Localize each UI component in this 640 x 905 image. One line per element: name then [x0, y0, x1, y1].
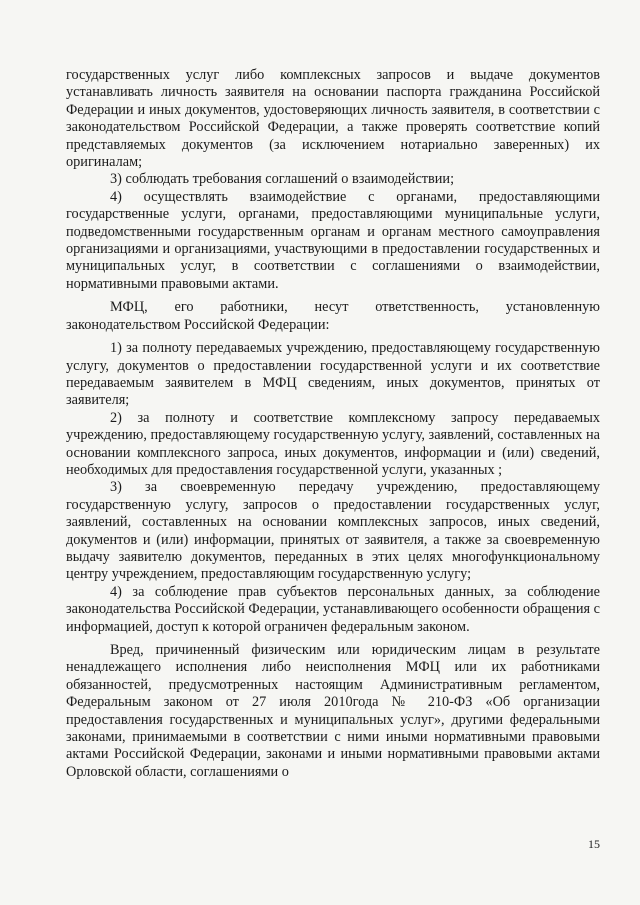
document-body — [66, 67, 600, 781]
paragraph-continuation: государственных услуг либо комплексных запросов и выдаче документов устанавливать личность заявителя на основании паспорта гражданина Российской Федерации и иных документов, удостоверяющих личность заявителя, в соответствии с законодательством Российской Федерации, а также проверять соответствие копий представляемых документов (за исключением нотариально заверенных) их оригиналам; — [66, 67, 600, 171]
paragraph-responsibility-1: 1) за полноту передаваемых учреждению, предоставляющему государственную услугу, документов о предоставлении государственной услуги и их соответствие передаваемым заявителем в МФЦ сведениям, иных документов, принятых от заявителя; — [66, 340, 600, 409]
paragraph-responsibility-3: 3) за своевременную передачу учреждению, предоставляющему государственную услугу, запросов о предоставлении государственных услуг, заявлений, составленных на основании комплексных запросов, иных сведений, документов и (или) информации, принятых от заявителя, а также за своевременную выдачу заявителю документов, переданных в этих целях многофункциональному центру учреждением, предоставляющим государственную услугу; — [66, 479, 600, 583]
page-number: 15 — [588, 837, 600, 851]
paragraph-responsibility-4: 4) за соблюдение прав субъектов персональных данных, за соблюдение законодательства Российской Федерации, устанавливающего особенности обращения с информацией, доступ к которой ограничен федеральным законом. — [66, 583, 600, 635]
paragraph-harm: Вред, причиненный физическим или юридическим лицам в результате ненадлежащего исполнения либо неисполнения МФЦ или их работниками обязанностей, предусмотренных настоящим Административным регламентом, Федеральным законом от 27 июля 2010года № 210-ФЗ «Об организации предоставления государственных и муниципальных услуг», другими федеральными законами, принимаемыми в соответствии с ними иными нормативными правовыми актами Российской Федерации, законами и иными нормативными правовыми актами Орловской области, соглашениями о — [66, 642, 600, 780]
paragraph-responsibility-intro: МФЦ, его работники, несут ответственность, установленную законодательством Российской Федерации: — [66, 299, 600, 333]
paragraph-responsibility-2: 2) за полноту и соответствие комплексному запросу передаваемых учреждению, предоставляющему государственную услугу, заявлений, составленных на основании комплексного запроса, иных документов, информации и (или) сведений, необходимых для предоставления государственной услуги, указанных ; — [66, 409, 600, 478]
paragraph-item-3: 3) соблюдать требования соглашений о взаимодействии; — [110, 171, 455, 188]
paragraph-item-4: 4) осуществлять взаимодействие с органами, предоставляющими государственные услуги, органами, предоставляющими муниципальные услуги, подведомственными государственным органам и органам местного самоуправления организациями и организациями, участвующими в предоставлении государственных и муниципальных услуг, в соответствии с соглашениями о взаимодействии, нормативными правовыми актами. — [66, 188, 600, 292]
